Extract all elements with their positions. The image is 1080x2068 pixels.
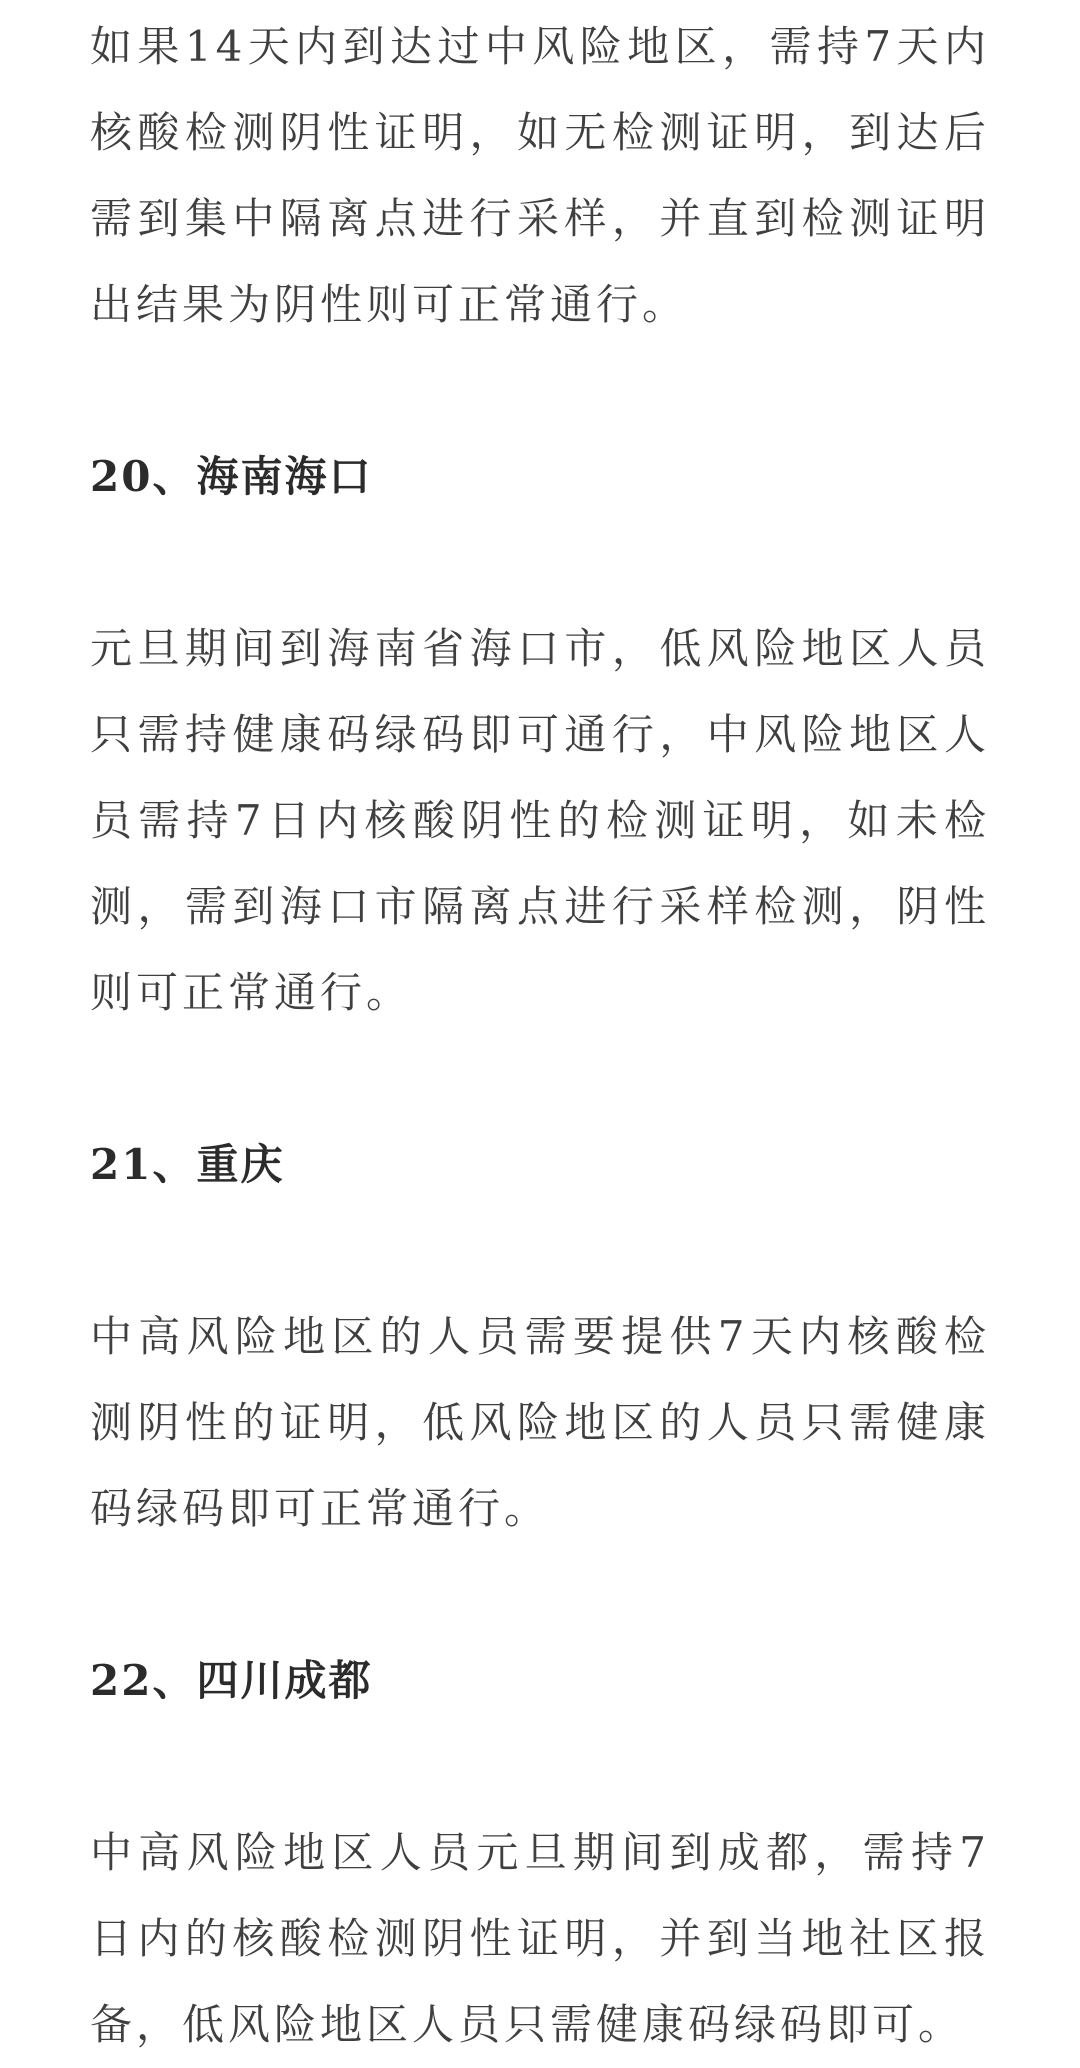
section-gap [90, 1724, 990, 1810]
section-gap [90, 1552, 990, 1638]
section-gap [90, 1208, 990, 1294]
paragraph-haikou: 元旦期间到海南省海口市，低风险地区人员只需持健康码绿码即可通行，中风险地区人员需持7日内核酸阴性的检测证明，如未检测，需到海口市隔离点进行采样检测，阴性则可正常通行。 [90, 624, 990, 1017]
paragraph-medium-risk-arrival: 如果14天内到达过中风险地区，需持7天内核酸检测阴性证明，如无检测证明，到达后需到集中隔离点进行采样，并直到检测证明出结果为阴性则可正常通行。 [90, 22, 990, 329]
section-heading-chengdu: 22、四川成都 [90, 1656, 373, 1705]
section-gap [90, 520, 990, 606]
section-heading-haikou: 20、海南海口 [90, 452, 373, 501]
paragraph-chengdu: 中高风险地区人员元旦期间到成都，需持7日内的核酸检测阴性证明，并到当地社区报备，低风险地区人员只需健康码绿码即可。 [90, 1828, 990, 2049]
article-body [90, 0, 990, 2049]
section-gap [90, 1036, 990, 1122]
section-heading-chongqing: 21、重庆 [90, 1140, 285, 1189]
section-gap [90, 348, 990, 434]
paragraph-chongqing: 中高风险地区的人员需要提供7天内核酸检测阴性的证明，低风险地区的人员只需健康码绿码即可正常通行。 [90, 1312, 990, 1533]
